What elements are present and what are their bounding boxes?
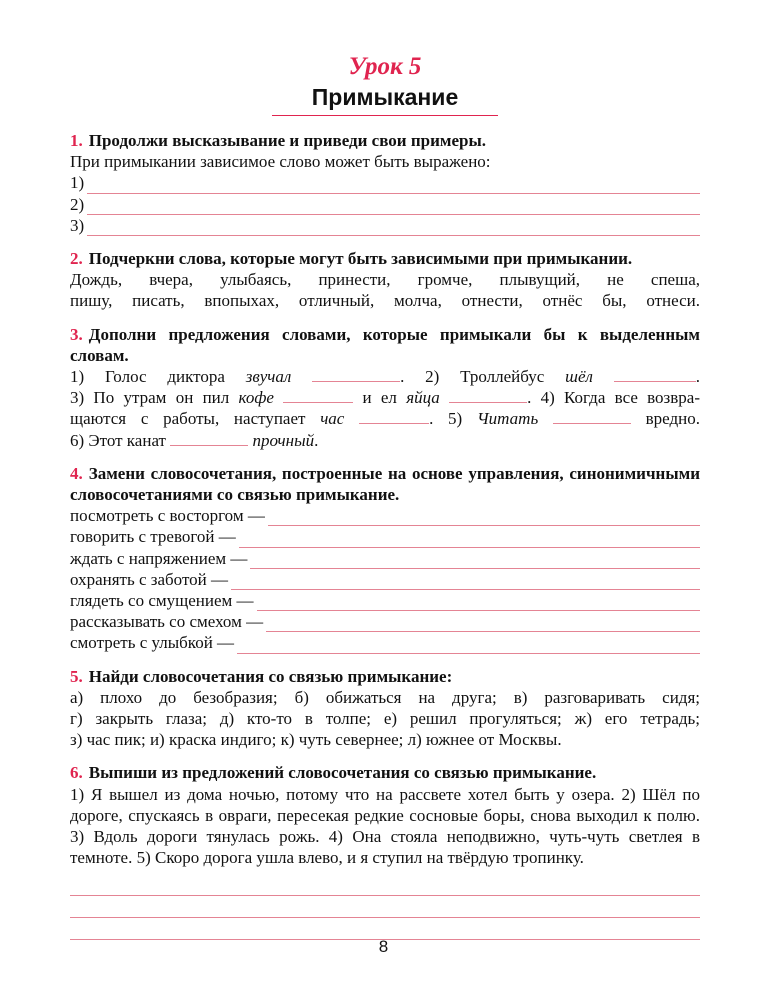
answer-line[interactable] — [87, 220, 700, 236]
phrase-label: говорить с тревогой — — [70, 527, 236, 547]
task-1 — [70, 130, 700, 236]
sentence-text: и ел — [353, 388, 407, 408]
phrase-row — [70, 611, 700, 632]
answer-line[interactable] — [266, 616, 700, 632]
answer-line[interactable] — [87, 199, 700, 215]
blank-field[interactable] — [170, 431, 248, 446]
highlighted-word: прочный — [252, 430, 315, 450]
task-2-heading-text: Подчеркни слова, которые могут быть зависимыми при примыкании. — [88, 248, 633, 268]
task-2-heading — [70, 248, 700, 269]
task-number: 4. — [70, 463, 83, 483]
page-number: 8 — [378, 937, 389, 956]
phrase-row — [70, 632, 700, 653]
task-number: 5. — [70, 666, 83, 686]
task-5-options-line-1: а) плохо до безобразия; б) обижаться на друга; в) разговаривать сидя; — [70, 687, 700, 707]
sentence-text: 6) Этот канат — [70, 430, 171, 450]
task-6-text: 1) Я вышел из дома ночью, потому что на рассвете хотел быть у озера. 2) Шёл по дороге, спускаясь в овраги, пересекая редкие сосновые боры, снова выходил к полю. 3) Вдоль дороги тянулась рожь. 4) Она стояла неподвижно, чуть-чуть светлея в темноте. 5) Скоро дорога ушла влево, и я ступил на твёрдую тропинку. — [70, 784, 700, 868]
answer-label: 1) — [70, 173, 85, 193]
task-number: 3. — [70, 324, 83, 344]
sentence-text: . 4) Когда все возвра- — [527, 388, 701, 408]
task-4 — [70, 463, 700, 654]
answer-line[interactable] — [231, 574, 700, 590]
phrase-label: глядеть со смущением — — [70, 590, 254, 610]
page-title: Примыкание — [311, 84, 459, 110]
blank-field[interactable] — [553, 409, 631, 424]
sentence-text: . — [314, 430, 319, 450]
sentence-text: 2) Троллейбус — [404, 366, 566, 386]
task-number: 6. — [70, 763, 83, 783]
task-4-heading — [70, 463, 700, 505]
task-5-heading-text: Найди словосочетания со связью примыкание: — [88, 666, 453, 686]
answer-line[interactable] — [70, 896, 700, 918]
task-1-text: При примыкании зависимое слово может быть выражено: — [70, 152, 491, 172]
phrase-row — [70, 569, 700, 590]
task-6 — [70, 762, 700, 940]
task-number: 1. — [70, 131, 83, 150]
task-3-line-2 — [70, 387, 700, 408]
answer-row-2 — [70, 194, 700, 215]
answer-row-1 — [70, 172, 700, 193]
blank-field[interactable] — [614, 367, 696, 382]
answer-label: 3) — [70, 215, 85, 235]
highlighted-word: звучал — [245, 366, 292, 386]
task-6-heading-text: Выпиши из предложений словосочетания со связью примыкание. — [88, 763, 597, 783]
sentence-text: 1) Голос диктора — [70, 366, 246, 386]
answer-row-3 — [70, 215, 700, 236]
answer-line[interactable] — [268, 510, 700, 526]
answer-line[interactable] — [250, 553, 700, 569]
sentence-text: . — [695, 366, 700, 386]
sentence-text: . 5) — [429, 409, 477, 429]
task-5-heading — [70, 666, 700, 687]
task-5-options-line-3: з) час пик; и) краска индиго; к) чуть севернее; л) южнее от Москвы. — [70, 730, 562, 750]
answer-line[interactable] — [237, 638, 700, 654]
phrase-row — [70, 505, 700, 526]
task-3-line-3 — [70, 408, 700, 429]
blank-field[interactable] — [312, 367, 400, 382]
phrase-label: смотреть с улыбкой — — [70, 633, 235, 653]
task-1-heading — [70, 130, 700, 151]
task-number: 2. — [70, 248, 83, 268]
highlighted-word: Читать — [476, 409, 539, 429]
highlighted-word: яйца — [406, 388, 440, 408]
task-5 — [70, 666, 700, 751]
answer-line[interactable] — [257, 595, 700, 611]
sentence-text: вредно. — [630, 409, 700, 429]
task-2-words-line-2: пишу, писать, впопыхах, отличный, молча, отнести, отнёс бы, отнеси. — [70, 291, 700, 311]
task-1-heading-text: Продолжи высказывание и приведи свои примеры. — [88, 131, 486, 150]
task-2 — [70, 248, 700, 312]
task-2-words-line-1: Дождь, вчера, улыбаясь, принести, громче, плывущий, не спеша, — [70, 270, 700, 290]
blank-field[interactable] — [283, 388, 353, 403]
blank-field[interactable] — [449, 388, 527, 403]
sentence-text: щаются с работы, наступает — [70, 409, 321, 429]
phrase-label: посмотреть с восторгом — — [70, 506, 265, 526]
highlighted-word: кофе — [238, 388, 274, 408]
answer-line[interactable] — [239, 532, 700, 548]
task-3-line-4 — [70, 430, 700, 451]
highlighted-word: шёл — [565, 366, 593, 386]
task-6-heading — [70, 762, 700, 783]
task-3 — [70, 324, 700, 451]
phrase-row — [70, 590, 700, 611]
phrase-label: ждать с напряжением — — [70, 548, 248, 568]
task-5-options-line-2: г) закрыть глаза; д) кто-то в толпе; е) решил прогуляться; ж) его тетрадь; — [70, 708, 700, 728]
answer-label: 2) — [70, 194, 85, 214]
highlighted-word: час — [320, 409, 345, 429]
phrase-row — [70, 526, 700, 547]
answer-line[interactable] — [87, 178, 700, 194]
title-underline — [272, 115, 498, 116]
task-3-heading-text: Дополни предложения словами, которые примыкали бы к выделенным словам. — [70, 324, 700, 365]
phrase-row — [70, 548, 700, 569]
phrase-label: рассказывать со смехом — — [70, 612, 264, 632]
phrase-label: охранять с заботой — — [70, 569, 229, 589]
task-3-heading — [70, 324, 700, 366]
task-4-heading-text: Замени словосочетания, построенные на основе управления, синонимичными словосочетаниями со связью примыкание. — [70, 463, 700, 504]
sentence-text: . — [400, 366, 405, 386]
blank-field[interactable] — [359, 409, 429, 424]
sentence-text: 3) По утрам он пил — [70, 388, 239, 408]
workbook-page — [70, 52, 700, 952]
answer-line[interactable] — [70, 874, 700, 896]
lesson-label: Урок 5 — [348, 53, 422, 80]
task-3-line-1 — [70, 366, 700, 387]
